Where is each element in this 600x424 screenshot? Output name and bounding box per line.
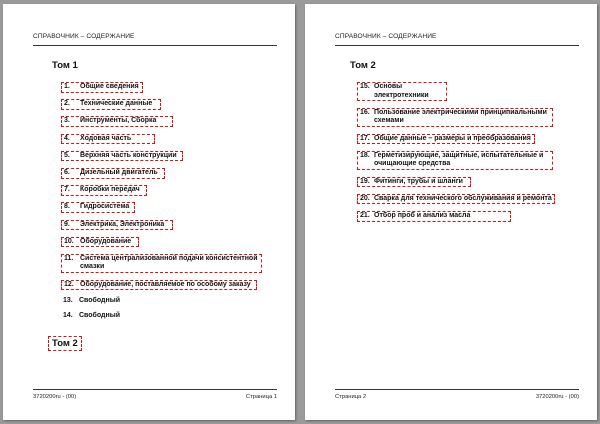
page-header: СПРАВОЧНИК – СОДЕРЖАНИЕ <box>335 33 437 40</box>
toc-item[interactable] <box>357 108 575 127</box>
toc-item-number: 4. <box>64 134 70 142</box>
page-right <box>305 4 597 420</box>
toc-item-title: Общие данные – размеры и преобразования <box>374 134 531 142</box>
toc-item[interactable] <box>61 202 266 213</box>
toc-item-title: Верхняя часть конструкции <box>80 151 177 159</box>
toc-item-number: 6. <box>64 168 70 176</box>
page-left <box>3 4 295 420</box>
toc-item[interactable] <box>61 151 266 162</box>
toc-item-number: 10. <box>64 237 74 245</box>
toc-link[interactable] <box>357 177 471 188</box>
toc-item-number: 7. <box>64 186 70 194</box>
toc-item[interactable] <box>61 280 266 291</box>
toc-link[interactable] <box>357 194 555 205</box>
toc-item-number: 13. <box>63 296 73 304</box>
toc-item <box>61 312 266 321</box>
volume-title: Том 2 <box>350 60 376 71</box>
page-footer <box>33 394 277 400</box>
toc-item[interactable] <box>61 134 266 145</box>
toc-item[interactable] <box>61 185 266 196</box>
toc-item-title: Свободный <box>79 296 121 304</box>
toc-link[interactable] <box>61 202 135 213</box>
toc-item-number: 17. <box>360 134 370 142</box>
toc-item-number: 21. <box>360 211 370 219</box>
toc-item-title: Свободный <box>79 312 121 320</box>
next-volume-link[interactable]: Том 2 <box>48 336 82 351</box>
toc-item-title: Отбор проб и анализ масла <box>374 211 471 219</box>
toc-item-title: Система централизованной подачи консистентной смазки <box>80 254 258 271</box>
toc-item[interactable] <box>61 99 266 110</box>
toc-item-title: Технические данные <box>80 100 153 108</box>
toc-item-number: 9. <box>64 220 70 228</box>
toc-link[interactable] <box>357 108 553 127</box>
toc-item-title: Общие сведения <box>80 83 139 90</box>
toc-link[interactable] <box>61 151 183 162</box>
toc-item-title: Дизельный двигатель <box>80 168 158 176</box>
document-code: 3720200ru - (00) <box>535 394 579 400</box>
toc-item-number: 5. <box>64 151 70 159</box>
toc-item[interactable] <box>357 82 575 101</box>
toc-item[interactable] <box>357 211 575 222</box>
toc-item-number: 19. <box>360 177 370 185</box>
toc-item-title: Инструменты, Сборка <box>80 117 157 125</box>
toc-item-title: Сварка для технического обслуживания и ремонта <box>374 194 552 202</box>
toc-link[interactable] <box>61 280 257 291</box>
toc-item-title: Фитинги, трубы и шланги <box>374 177 463 185</box>
toc-item-number: 18. <box>360 151 370 159</box>
toc-item-title: Пользование электрическими принципиальными схемами <box>374 108 547 125</box>
toc-item-number: 12. <box>64 280 74 288</box>
toc-link[interactable] <box>61 134 155 145</box>
toc-item-number: 16. <box>360 108 370 116</box>
toc-item-title: Основы электротехники <box>374 83 429 99</box>
volume-title: Том 1 <box>52 60 78 71</box>
toc-item[interactable] <box>61 237 266 248</box>
toc-link[interactable] <box>61 185 147 196</box>
toc-item-number: 2. <box>64 100 70 108</box>
toc-item[interactable] <box>61 254 266 273</box>
toc-link[interactable] <box>61 220 173 231</box>
toc-item-title: Электрика, Электроника <box>80 220 165 228</box>
toc-item-title: Коробки передач <box>80 186 140 194</box>
toc-item[interactable] <box>61 116 266 127</box>
toc-link[interactable] <box>61 99 161 110</box>
page-header: СПРАВОЧНИК – СОДЕРЖАНИЕ <box>33 33 135 40</box>
toc-entry <box>61 297 122 306</box>
toc-item-title: Оборудование <box>80 237 132 245</box>
toc-item[interactable] <box>61 220 266 231</box>
page-number: Страница 2 <box>335 394 367 400</box>
toc-item-number: 1. <box>64 83 70 90</box>
toc-item-number: 11. <box>64 254 74 262</box>
toc-list <box>357 82 575 228</box>
toc-item <box>61 297 266 306</box>
toc-item[interactable] <box>61 168 266 179</box>
toc-item-title: Герметизирующие, защитные, испытательные и очищающие средства <box>374 151 544 168</box>
toc-list <box>61 82 266 327</box>
toc-link[interactable] <box>357 134 535 145</box>
toc-item-number: 8. <box>64 203 70 211</box>
document-code: 3720200ru - (00) <box>33 394 77 400</box>
toc-item-number: 20. <box>360 194 370 202</box>
toc-entry <box>61 312 122 321</box>
toc-link[interactable] <box>357 82 447 101</box>
toc-link[interactable] <box>61 254 262 273</box>
header-divider <box>33 45 277 46</box>
toc-item-number: 3. <box>64 117 70 125</box>
footer-divider <box>335 389 579 390</box>
page-footer <box>335 394 579 400</box>
footer-divider <box>33 389 277 390</box>
toc-item-number: 15. <box>360 83 370 90</box>
toc-item[interactable] <box>357 134 575 145</box>
page-number: Страница 1 <box>245 394 277 400</box>
toc-item[interactable] <box>357 151 575 170</box>
toc-item-number: 14. <box>63 312 73 320</box>
toc-link[interactable] <box>61 168 165 179</box>
header-divider <box>335 45 579 46</box>
toc-item[interactable] <box>357 194 575 205</box>
toc-item-title: Гидросистема <box>80 203 130 211</box>
toc-link[interactable] <box>61 116 173 127</box>
toc-link[interactable] <box>61 237 139 248</box>
toc-link[interactable] <box>61 82 143 93</box>
toc-item[interactable] <box>357 177 575 188</box>
toc-link[interactable] <box>357 211 511 222</box>
toc-link[interactable] <box>357 151 553 170</box>
toc-item-title: Оборудование, поставляемое по особому заказу <box>80 280 251 288</box>
toc-item-title: Ходовая часть <box>80 134 132 142</box>
toc-item[interactable] <box>61 82 266 93</box>
